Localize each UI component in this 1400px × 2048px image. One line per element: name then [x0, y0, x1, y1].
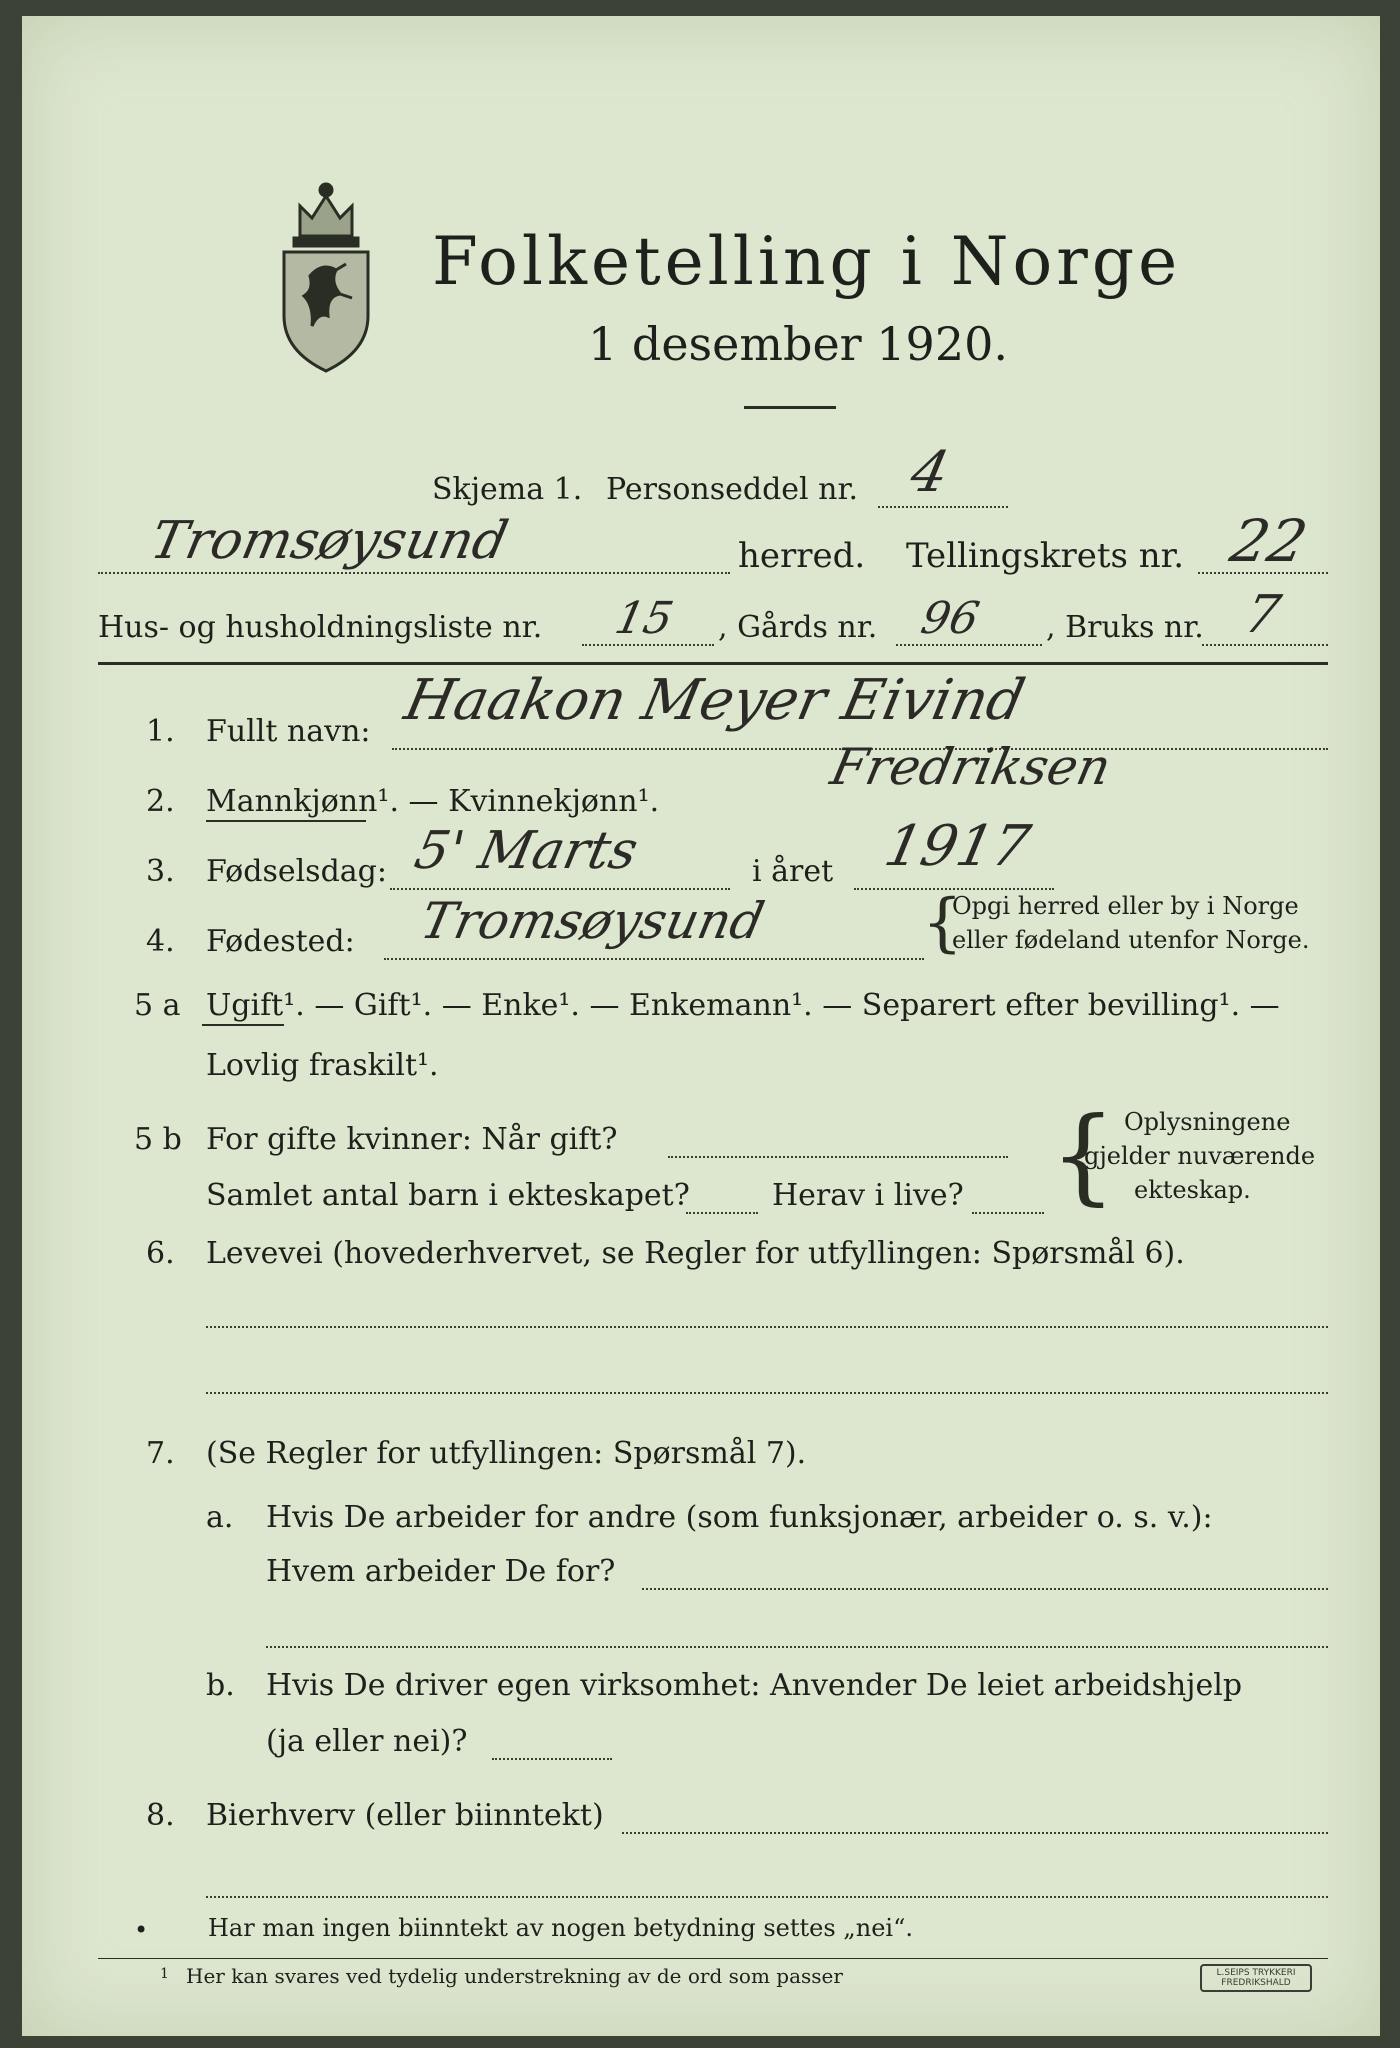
q4-brace: { — [922, 886, 963, 960]
norway-coat-of-arms-icon — [270, 166, 382, 376]
footer-note-nei: Har man ingen biinntekt av nogen betydning settes „nei“. — [208, 1914, 913, 1942]
q5b-note-line1: Oplysningene — [1124, 1108, 1291, 1136]
birth-date-value[interactable]: 5' Marts — [409, 821, 643, 881]
form-title: Folketelling i Norge — [432, 223, 1182, 300]
bruks-label: , Bruks nr. — [1046, 610, 1204, 645]
q6-line1[interactable] — [206, 1326, 1328, 1328]
q2-number: 2. — [146, 784, 175, 819]
personseddel-label: Personseddel nr. — [606, 472, 859, 507]
q3-label: Fødselsdag: — [206, 854, 387, 889]
bruks-value[interactable]: 7 — [1239, 585, 1286, 645]
census-date: 1 desember 1920. — [588, 317, 1008, 371]
q5b-note-line2: gjelder nuværende — [1084, 1142, 1316, 1170]
q7-number: 7. — [146, 1436, 175, 1471]
q8-line2[interactable] — [206, 1896, 1328, 1898]
personseddel-value[interactable]: 4 — [905, 440, 955, 505]
birth-year-value[interactable]: 1917 — [879, 814, 1036, 879]
q7a-line2: Hvem arbeider De for? — [266, 1554, 616, 1589]
q6-number: 6. — [146, 1236, 175, 1271]
footer-bullet: • — [134, 1916, 149, 1944]
q6-line2[interactable] — [206, 1392, 1328, 1394]
q5b-brace: { — [1050, 1094, 1117, 1216]
tellingskrets-value[interactable]: 22 — [1224, 507, 1314, 575]
herred-value[interactable]: Tromsøysund — [145, 511, 513, 571]
q5b-line1: For gifte kvinner: Når gift? — [206, 1122, 618, 1157]
q5b-line2b: Herav i live? — [772, 1178, 964, 1213]
gards-label: , Gårds nr. — [718, 610, 878, 645]
footnote-text: Her kan svares ved tydelig understrekning av de ord som passer — [186, 1964, 843, 1988]
gards-line — [896, 644, 1042, 646]
tellingskrets-label: Tellingskrets nr. — [906, 536, 1185, 576]
q8-label: Bierhverv (eller biinntekt) — [206, 1798, 604, 1833]
mannkjonn-underline — [206, 820, 366, 822]
q7b-line2: (ja eller nei)? — [266, 1724, 468, 1759]
q5b-live-line — [972, 1212, 1044, 1214]
q4-note-line1: Opgi herred eller by i Norge — [952, 892, 1299, 920]
skjema-label: Skjema 1. — [432, 472, 583, 507]
q7a-line1: Hvis De arbeider for andre (som funksjonær, arbeider o. s. v.): — [266, 1500, 1213, 1535]
husliste-label: Hus- og husholdningsliste nr. — [98, 610, 543, 645]
q5a-number: 5 a — [134, 988, 181, 1023]
q8-number: 8. — [146, 1798, 175, 1833]
q7a-number: a. — [206, 1500, 234, 1535]
husliste-line — [582, 644, 714, 646]
q4-label: Fødested: — [206, 924, 355, 959]
title-divider — [744, 406, 836, 409]
q7b-number: b. — [206, 1668, 235, 1703]
header-divider — [98, 662, 1328, 665]
q6-label: Levevei (hovederhvervet, se Regler for utfyllingen: Spørsmål 6). — [206, 1236, 1185, 1271]
q5b-line2a: Samlet antal barn i ekteskapet? — [206, 1178, 690, 1213]
q1-label: Fullt navn: — [206, 714, 371, 749]
q1-number: 1. — [146, 714, 175, 749]
q7a-answer-line[interactable] — [642, 1588, 1328, 1590]
herred-line — [98, 572, 730, 574]
husliste-value[interactable]: 15 — [610, 593, 678, 644]
q7b-line1: Hvis De driver egen virksomhet: Anvender De leiet arbeidshjelp — [266, 1668, 1243, 1703]
q5b-nar-gift-line — [668, 1156, 1008, 1158]
q3-year-label: i året — [752, 854, 834, 889]
q2-label: Mannkjønn¹. — Kvinnekjønn¹. — [206, 784, 660, 819]
footer-divider — [98, 1958, 1328, 1959]
printer-stamp: L.SEIPS TRYKKERI FREDRIKSHALD — [1200, 1964, 1312, 1992]
q5b-note-line3: ekteskap. — [1134, 1176, 1251, 1204]
gards-value[interactable]: 96 — [916, 593, 984, 644]
herred-label: herred. — [738, 536, 866, 576]
full-name-line1[interactable]: Haakon Meyer Eivind — [399, 668, 1031, 733]
q4-line — [384, 958, 924, 960]
ugift-underline — [202, 1024, 284, 1026]
q7a-answer-line2[interactable] — [266, 1646, 1328, 1648]
personseddel-line — [878, 506, 1008, 508]
q3-number: 3. — [146, 854, 175, 889]
q7-label: (Se Regler for utfyllingen: Spørsmål 7). — [206, 1436, 807, 1471]
footnote-mark: 1 — [160, 1966, 169, 1982]
q5a-line2: Lovlig fraskilt¹. — [206, 1048, 439, 1083]
q5b-barn-line — [686, 1212, 758, 1214]
q7b-answer-line[interactable] — [492, 1758, 612, 1760]
birthplace-value[interactable]: Tromsøysund — [415, 892, 770, 950]
full-name-line2[interactable]: Fredriksen — [825, 738, 1117, 796]
census-form-page — [22, 16, 1380, 2036]
q4-note-line2: eller fødeland utenfor Norge. — [952, 926, 1310, 954]
q5b-number: 5 b — [134, 1122, 182, 1157]
q4-number: 4. — [146, 924, 175, 959]
q5a-line1: Ugift¹. — Gift¹. — Enke¹. — Enkemann¹. — Separert efter bevilling¹. — — [206, 988, 1280, 1023]
q8-line1[interactable] — [622, 1832, 1328, 1834]
q3-date-line — [390, 888, 730, 890]
